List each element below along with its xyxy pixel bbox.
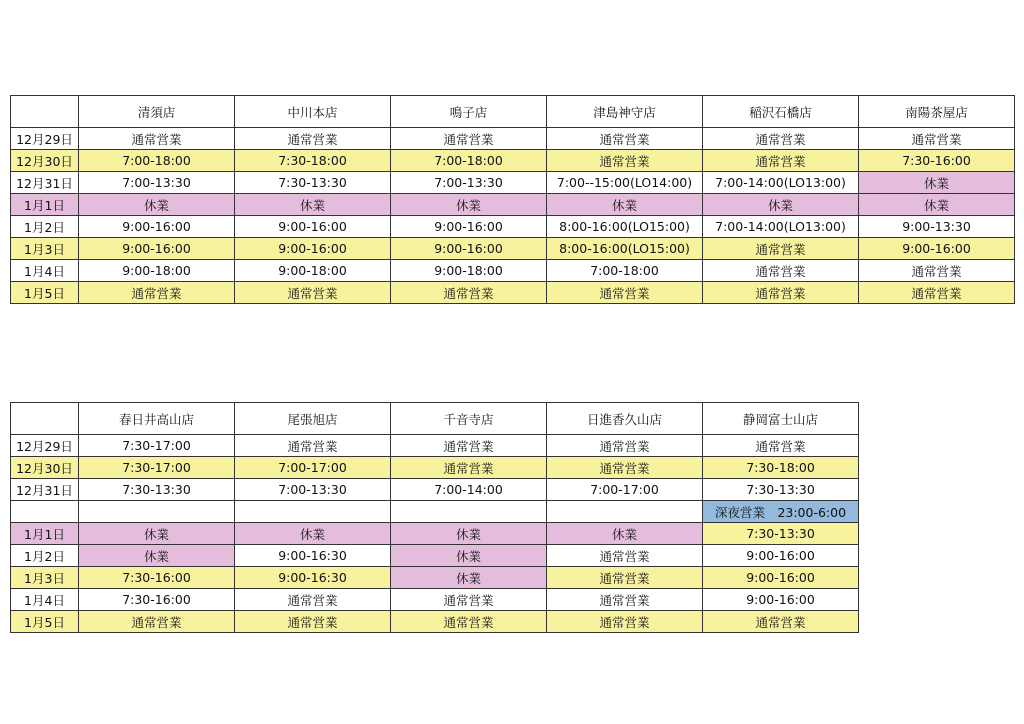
store-header: 千音寺店 [391, 403, 547, 435]
date-cell: 1月4日 [11, 260, 79, 282]
hours-cell: 休業 [391, 567, 547, 589]
hours-cell: 7:00-13:30 [391, 172, 547, 194]
hours-cell: 深夜営業 23:00-6:00 [703, 501, 859, 523]
date-cell: 1月4日 [11, 589, 79, 611]
schedule-table-2 [10, 402, 859, 633]
hours-cell: 7:30-13:30 [703, 523, 859, 545]
date-cell: 12月31日 [11, 172, 79, 194]
hours-cell: 休業 [547, 523, 703, 545]
hours-cell: 休業 [859, 172, 1015, 194]
hours-cell: 通常営業 [79, 611, 235, 633]
hours-cell: 通常営業 [547, 545, 703, 567]
hours-cell: 9:00-18:00 [79, 260, 235, 282]
hours-cell: 7:30-16:00 [79, 567, 235, 589]
date-cell: 1月1日 [11, 523, 79, 545]
hours-cell: 9:00-16:00 [79, 216, 235, 238]
schedule-row [11, 501, 859, 523]
hours-cell: 9:00-16:00 [391, 238, 547, 260]
hours-cell: 通常営業 [547, 150, 703, 172]
hours-cell: 通常営業 [391, 282, 547, 304]
header-row [11, 403, 859, 435]
store-header: 清須店 [79, 96, 235, 128]
store-header: 尾張旭店 [235, 403, 391, 435]
hours-cell [547, 501, 703, 523]
hours-cell: 休業 [79, 194, 235, 216]
hours-cell: 休業 [235, 523, 391, 545]
hours-cell: 7:30-13:30 [703, 479, 859, 501]
hours-cell: 休業 [391, 545, 547, 567]
store-header: 日進香久山店 [547, 403, 703, 435]
schedule-row [11, 128, 1015, 150]
hours-cell: 9:00-16:00 [703, 545, 859, 567]
store-header: 津島神守店 [547, 96, 703, 128]
hours-cell: 通常営業 [235, 282, 391, 304]
header-row [11, 96, 1015, 128]
hours-cell: 7:00-13:30 [235, 479, 391, 501]
hours-cell: 通常営業 [235, 611, 391, 633]
date-cell: 12月29日 [11, 435, 79, 457]
hours-cell: 通常営業 [547, 589, 703, 611]
schedule-row [11, 611, 859, 633]
store-header: 南陽茶屋店 [859, 96, 1015, 128]
hours-cell: 7:00-17:00 [235, 457, 391, 479]
hours-cell: 通常営業 [547, 435, 703, 457]
hours-cell: 7:30-16:00 [79, 589, 235, 611]
hours-cell: 通常営業 [79, 282, 235, 304]
hours-cell: 7:00-14:00 [391, 479, 547, 501]
schedule-row [11, 282, 1015, 304]
hours-cell: 7:30-13:30 [79, 479, 235, 501]
hours-cell: 9:00-13:30 [859, 216, 1015, 238]
store-header: 静岡富士山店 [703, 403, 859, 435]
hours-cell: 通常営業 [703, 150, 859, 172]
hours-cell [79, 501, 235, 523]
hours-cell: 通常営業 [703, 238, 859, 260]
hours-cell: 休業 [859, 194, 1015, 216]
hours-cell: 通常営業 [235, 589, 391, 611]
hours-cell: 通常営業 [235, 128, 391, 150]
hours-cell: 9:00-16:00 [703, 567, 859, 589]
hours-cell: 休業 [79, 523, 235, 545]
date-cell: 12月29日 [11, 128, 79, 150]
hours-cell: 7:00-18:00 [79, 150, 235, 172]
hours-cell: 9:00-18:00 [391, 260, 547, 282]
schedule-row [11, 238, 1015, 260]
hours-cell: 9:00-16:00 [235, 216, 391, 238]
date-cell: 1月3日 [11, 238, 79, 260]
store-header: 春日井高山店 [79, 403, 235, 435]
hours-cell: 7:30-18:00 [235, 150, 391, 172]
hours-cell: 7:30-17:00 [79, 457, 235, 479]
hours-cell: 通常営業 [703, 611, 859, 633]
corner-cell [11, 403, 79, 435]
corner-cell [11, 96, 79, 128]
hours-cell: 9:00-16:30 [235, 567, 391, 589]
hours-cell: 7:30-16:00 [859, 150, 1015, 172]
hours-cell: 7:30-17:00 [79, 435, 235, 457]
schedule-table-1 [10, 95, 1015, 304]
store-header: 中川本店 [235, 96, 391, 128]
schedule-row [11, 479, 859, 501]
store-header: 鳴子店 [391, 96, 547, 128]
hours-cell: 9:00-16:00 [79, 238, 235, 260]
hours-cell: 通常営業 [547, 128, 703, 150]
hours-cell: 8:00-16:00(LO15:00) [547, 216, 703, 238]
hours-cell: 7:00-13:30 [79, 172, 235, 194]
hours-cell: 通常営業 [703, 435, 859, 457]
hours-cell: 9:00-16:00 [235, 238, 391, 260]
hours-cell: 通常営業 [391, 611, 547, 633]
schedule-table-2-body [11, 403, 859, 633]
hours-cell: 7:30-13:30 [235, 172, 391, 194]
schedule-row [11, 523, 859, 545]
hours-cell: 通常営業 [703, 282, 859, 304]
date-cell: 12月30日 [11, 457, 79, 479]
date-cell [11, 501, 79, 523]
schedule-row [11, 150, 1015, 172]
hours-cell: 7:00-18:00 [547, 260, 703, 282]
hours-cell: 7:30-18:00 [703, 457, 859, 479]
hours-cell: 休業 [235, 194, 391, 216]
hours-cell: 休業 [703, 194, 859, 216]
hours-cell: 8:00-16:00(LO15:00) [547, 238, 703, 260]
hours-cell: 通常営業 [859, 282, 1015, 304]
date-cell: 1月5日 [11, 282, 79, 304]
hours-cell: 7:00-17:00 [547, 479, 703, 501]
hours-cell: 通常営業 [391, 589, 547, 611]
hours-cell: 休業 [547, 194, 703, 216]
hours-cell: 9:00-16:00 [391, 216, 547, 238]
hours-cell: 7:00-18:00 [391, 150, 547, 172]
schedule-row [11, 435, 859, 457]
hours-cell: 通常営業 [547, 611, 703, 633]
date-cell: 12月30日 [11, 150, 79, 172]
date-cell: 1月2日 [11, 545, 79, 567]
hours-cell: 7:00-14:00(LO13:00) [703, 216, 859, 238]
date-cell: 12月31日 [11, 479, 79, 501]
hours-cell: 通常営業 [547, 457, 703, 479]
schedule-row [11, 194, 1015, 216]
schedule-row [11, 216, 1015, 238]
hours-cell: 通常営業 [703, 128, 859, 150]
schedule-row [11, 589, 859, 611]
hours-cell: 通常営業 [391, 457, 547, 479]
store-header: 稲沢石橋店 [703, 96, 859, 128]
hours-cell: 7:00-14:00(LO13:00) [703, 172, 859, 194]
schedule-row [11, 260, 1015, 282]
schedule-row [11, 457, 859, 479]
date-cell: 1月1日 [11, 194, 79, 216]
hours-cell: 通常営業 [703, 260, 859, 282]
schedule-row [11, 545, 859, 567]
hours-cell: 7:00--15:00(LO14:00) [547, 172, 703, 194]
hours-cell: 通常営業 [235, 435, 391, 457]
hours-cell: 通常営業 [391, 128, 547, 150]
date-cell: 1月5日 [11, 611, 79, 633]
hours-cell: 通常営業 [547, 567, 703, 589]
schedule-table-1-body [11, 96, 1015, 304]
hours-cell: 通常営業 [547, 282, 703, 304]
hours-cell: 休業 [391, 523, 547, 545]
schedule-row [11, 172, 1015, 194]
hours-cell: 9:00-16:00 [703, 589, 859, 611]
hours-cell: 9:00-16:30 [235, 545, 391, 567]
hours-cell: 9:00-18:00 [235, 260, 391, 282]
hours-cell: 9:00-16:00 [859, 238, 1015, 260]
date-cell: 1月2日 [11, 216, 79, 238]
hours-cell: 通常営業 [79, 128, 235, 150]
hours-cell: 休業 [79, 545, 235, 567]
schedule-row [11, 567, 859, 589]
hours-cell: 休業 [391, 194, 547, 216]
hours-cell: 通常営業 [859, 128, 1015, 150]
hours-cell [235, 501, 391, 523]
date-cell: 1月3日 [11, 567, 79, 589]
hours-cell [391, 501, 547, 523]
hours-cell: 通常営業 [391, 435, 547, 457]
hours-cell: 通常営業 [859, 260, 1015, 282]
